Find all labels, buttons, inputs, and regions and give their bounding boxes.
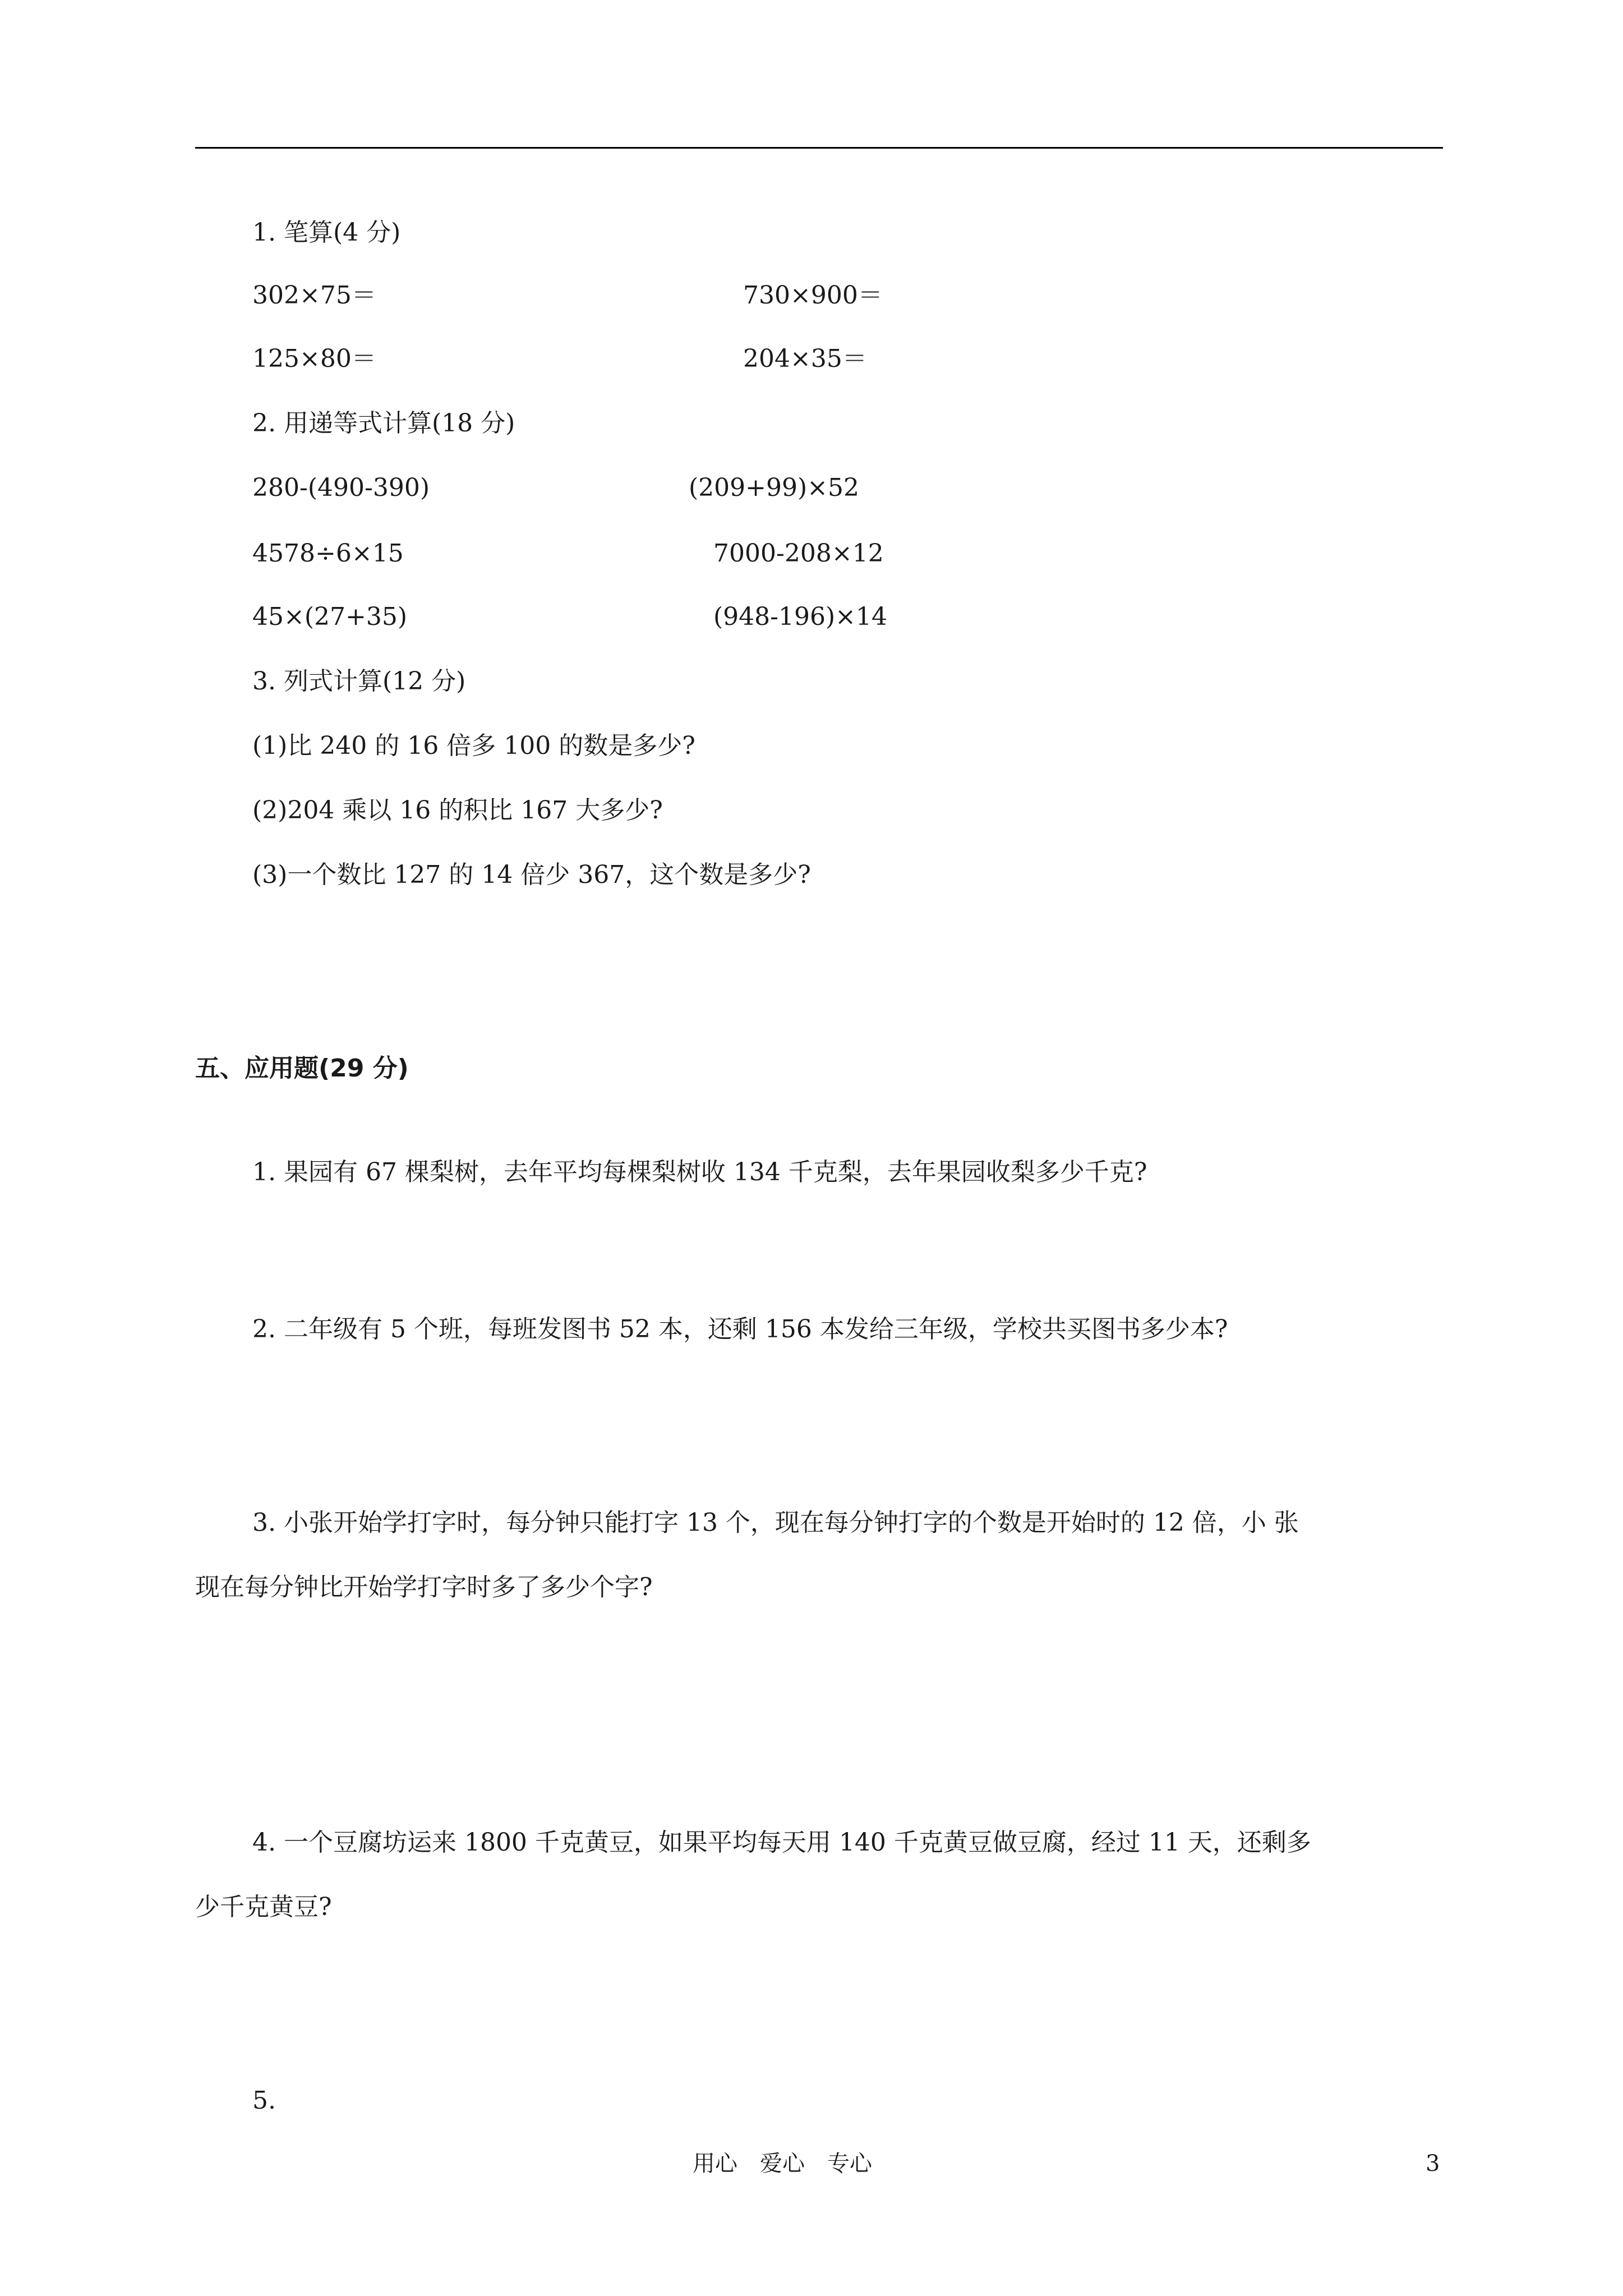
q1-title: 1. 笔算(4 分) — [252, 218, 401, 247]
problem-2: 2. 二年级有 5 个班，每班发图书 52 本，还剩 156 本发给三年级，学校共买图书多少本? — [252, 1315, 1228, 1343]
q2-item-5: 45×(27+35) — [252, 602, 408, 631]
problem-3-line-2: 现在每分钟比开始学打字时多了多少个字? — [195, 1573, 653, 1602]
page-number: 3 — [1426, 2151, 1440, 2177]
q3-item-3: (3)一个数比 127 的 14 倍少 367，这个数是多少? — [252, 861, 811, 889]
problem-1: 1. 果园有 67 棵梨树，去年平均每棵梨树收 134 千克梨，去年果园收梨多少千克? — [252, 1158, 1147, 1186]
problem-4-line-1: 4. 一个豆腐坊运来 1800 千克黄豆，如果平均每天用 140 千克黄豆做豆腐，经过 11 天，还剩多 — [252, 1828, 1311, 1857]
q1-item-3: 125×80＝ — [252, 344, 376, 373]
q2-item-3: 4578÷6×15 — [252, 539, 404, 568]
section5-title: 五、应用题(29 分) — [195, 1054, 409, 1083]
problem-4-line-2: 少千克黄豆? — [195, 1893, 332, 1921]
q2-item-2: (209+99)×52 — [689, 473, 860, 502]
problem-5: 5. — [252, 2086, 276, 2115]
q2-item-6: (948-196)×14 — [713, 602, 888, 631]
q2-item-4: 7000-208×12 — [713, 539, 884, 568]
q1-item-1: 302×75＝ — [252, 281, 376, 310]
q2-title: 2. 用递等式计算(18 分) — [252, 409, 515, 438]
q1-item-2: 730×900＝ — [743, 281, 883, 310]
problem-3-line-1: 3. 小张开始学打字时，每分钟只能打字 13 个，现在每分钟打字的个数是开始时的 12 倍，小 张 — [252, 1508, 1299, 1537]
footer-motto: 用心 爱心 专心 — [693, 2151, 872, 2177]
q3-item-2: (2)204 乘以 16 的积比 167 大多少? — [252, 796, 663, 825]
header-rule — [195, 147, 1443, 149]
q1-item-4: 204×35＝ — [743, 344, 867, 373]
q3-title: 3. 列式计算(12 分) — [252, 667, 466, 696]
q3-item-1: (1)比 240 的 16 倍多 100 的数是多少? — [252, 731, 695, 760]
q2-item-1: 280-(490-390) — [252, 473, 430, 502]
